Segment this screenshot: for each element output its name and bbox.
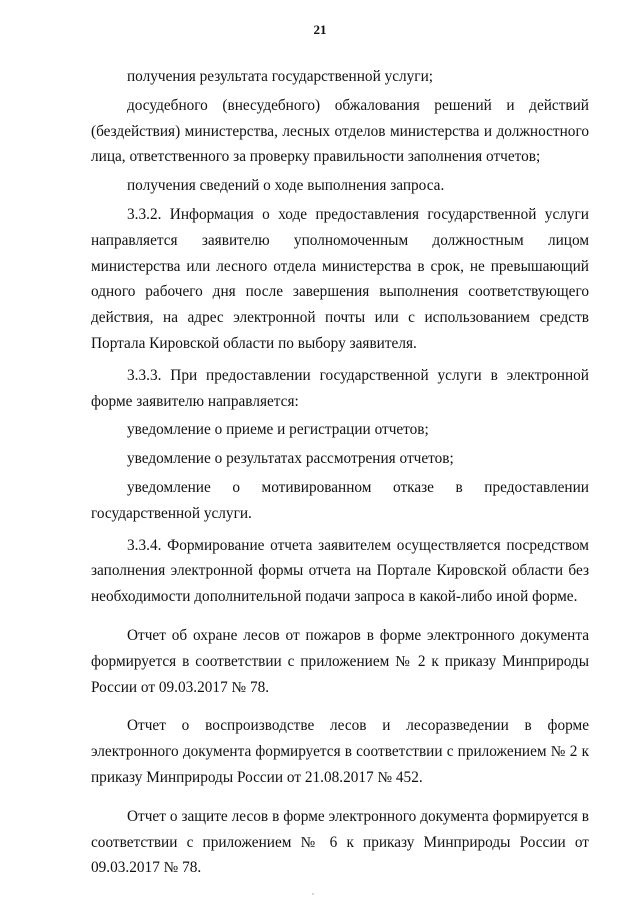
paragraph-status-item: получения сведений о ходе выполнения запроса. <box>127 177 445 195</box>
document-body <box>91 64 589 881</box>
paragraph-notice-receipt: уведомление о приеме и регистрации отчетов; <box>127 421 429 439</box>
paragraph-protection-report: Отчет о защите лесов в форме электронного документа формируется в соответствии с приложением № 6 к приказу Минприроды России от 09.03.2017 № 78. <box>91 807 589 877</box>
scan-speck <box>312 893 314 895</box>
paragraph-section-3-3-4: 3.3.4. Формирование отчета заявителем осуществляется посредством заполнения электронной формы отчета на Портале Кировской области без необходимости дополнительной подачи запроса в какой-либо иной форме. <box>91 536 589 606</box>
paragraph-reforestation-report: Отчет о воспроизводстве лесов и лесоразведении в форме электронного документа формируется в соответствии с приложением № 2 к приказу Минприроды России от 21.08.2017 № 452. <box>91 717 589 786</box>
paragraph-notice-results: уведомление о результатах рассмотрения отчетов; <box>127 450 454 468</box>
paragraph-section-3-3-2: 3.3.2. Информация о ходе предоставления государственной услуги направляется заявителю уполномоченным должностным лицом министерства или лесного отдела министерства в срок, не превышающий одного рабочего дня после завершения выполнения соответствующего действия, на адрес электронной почты или с использованием средств Портала Кировской области по выбору заявителя. <box>91 205 589 352</box>
paragraph-fire-report: Отчет об охране лесов от пожаров в форме электронного документа формируется в соответствии с приложением № 2 к приказу Минприроды России от 09.03.2017 № 78. <box>91 626 589 696</box>
paragraph-section-3-3-3: 3.3.3. При предоставлении государственной услуги в электронной форме заявителю направляется: <box>91 366 589 410</box>
paragraph-notice-refusal: уведомление о мотивированном отказе в предоставлении государственной услуги. <box>91 478 589 522</box>
paragraph-appeal-item: досудебного (внесудебного) обжалования решений и действий (бездействия) министерства, лесных отделов министерства и должностного лица, ответственного за проверку правильности заполнения отчетов; <box>91 96 589 166</box>
page-number: 21 <box>313 22 327 37</box>
paragraph-result-item: получения результата государственной услуги; <box>127 68 434 85</box>
